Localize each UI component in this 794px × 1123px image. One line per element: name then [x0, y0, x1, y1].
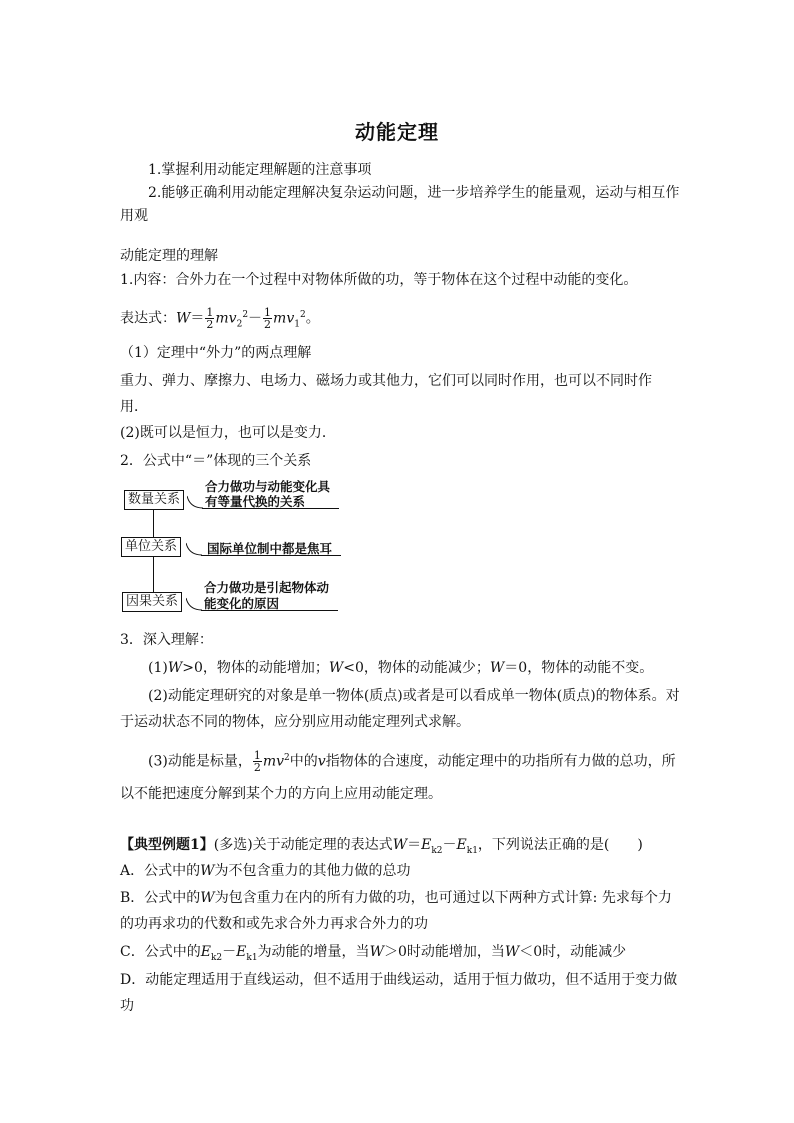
content-line: 1.内容：合外力在一个过程中对物体所做的功，等于物体在这个过程中动能的变化。	[120, 272, 638, 288]
objective-2-cont: 用观	[120, 208, 148, 224]
box-unit: 单位关系	[121, 537, 181, 557]
option-d-cont: 功	[120, 998, 134, 1014]
deep-line-1: (1)W>0，物体的动能增加；W<0，物体的动能减少；W＝0，物体的动能不变。	[148, 660, 654, 676]
box-quantity: 数量关系	[124, 490, 184, 510]
deep-line-5: 以不能把速度分解到某个力的方向上应用动能定理。	[120, 786, 442, 802]
option-d: D．动能定理适用于直线运动，但不适用于曲线运动，适用于恒力做功，但不适用于变力做	[120, 972, 678, 988]
expression-mv1: mv	[273, 310, 295, 327]
point2-heading: 2．公式中“＝”体现的三个关系	[120, 453, 312, 469]
expression-minus: －	[248, 310, 263, 327]
example-question: 【典型例题1】(多选)关于动能定理的表达式$W=E_{k2}-E_{k1}$，下列说法正确的是( )	[120, 837, 643, 856]
option-b-cont: 的功再求功的代数和或先求合外力再求合外力的功	[120, 916, 428, 932]
cause-text-1: 合力做功是引起物体动	[204, 580, 330, 595]
deep-line-2: (2)动能定理研究的对象是单一物体(质点)或者是可以看成单一物体(质点)的物体系。对	[148, 688, 680, 704]
point1-body-1: 重力、弹力、摩擦力、电场力、磁场力或其他力，它们可以同时作用，也可以不同时作	[120, 373, 652, 389]
unit-text: 国际单位制中都是焦耳	[207, 541, 333, 556]
option-a: A．公式中的W为不包含重力的其他力做的总功	[120, 863, 411, 879]
expression: 表达式：W＝ $\frac{1}{2}$ $mv_2^2-$ $\frac{1}{2}$ $mv_1^2$。	[120, 306, 320, 332]
point1-body-3: (2)既可以是恒力，也可以是变力．	[120, 425, 336, 441]
objective-1: 1.掌握利用动能定理解题的注意事项	[148, 162, 372, 178]
deep-line-4: (3)动能是标量， $\frac{1}{2}$ $mv^2$中的v指物体的合速度，动能定理中的功指所有力做的总功，所	[148, 749, 676, 775]
section-heading: 动能定理的理解	[120, 248, 218, 264]
expression-mv2: mv	[215, 310, 237, 327]
cause-text-2: 能变化的原因	[204, 596, 280, 611]
expression-eq: ＝	[190, 310, 205, 327]
quantity-text-2: 有等量代换的关系	[205, 494, 306, 509]
fraction-half: $\frac{1}{2}$	[264, 306, 272, 332]
expression-label: 表达式：	[120, 310, 176, 327]
option-b: B．公式中的W为包含重力在内的所有力做的功，也可通过以下两种方式计算: 先求每个力	[120, 890, 672, 906]
diagram-curve	[186, 596, 202, 612]
example-tag: 【典型例题1】	[120, 837, 214, 853]
objective-2: 2.能够正确利用动能定理解决复杂运动问题，进一步培养学生的能量观，运动与相互作	[148, 185, 680, 201]
page-title: 动能定理	[355, 120, 439, 144]
diagram-curve	[186, 541, 202, 557]
fraction-half: $\frac{1}{2}$	[206, 306, 214, 332]
diagram-curve	[187, 494, 203, 510]
option-c: C．公式中的$E_{k2}-E_{k1}$为动能的增量，当W＞0时动能增加，当W＜0时，动能减少	[120, 944, 627, 963]
fraction-half: $\frac{1}{2}$	[253, 749, 261, 775]
point1-heading: （1）定理中“外力”的两点理解	[120, 345, 312, 361]
deep-line-3: 于运动状态不同的物体，应分别应用动能定理列式求解。	[120, 714, 470, 730]
point1-body-2: 用．	[120, 399, 148, 415]
expression-w: W	[176, 310, 191, 327]
point3-heading: 3．深入理解：	[120, 632, 213, 648]
quantity-text-1: 合力做功与动能变化具	[205, 479, 331, 494]
box-cause: 因果关系	[122, 592, 182, 612]
